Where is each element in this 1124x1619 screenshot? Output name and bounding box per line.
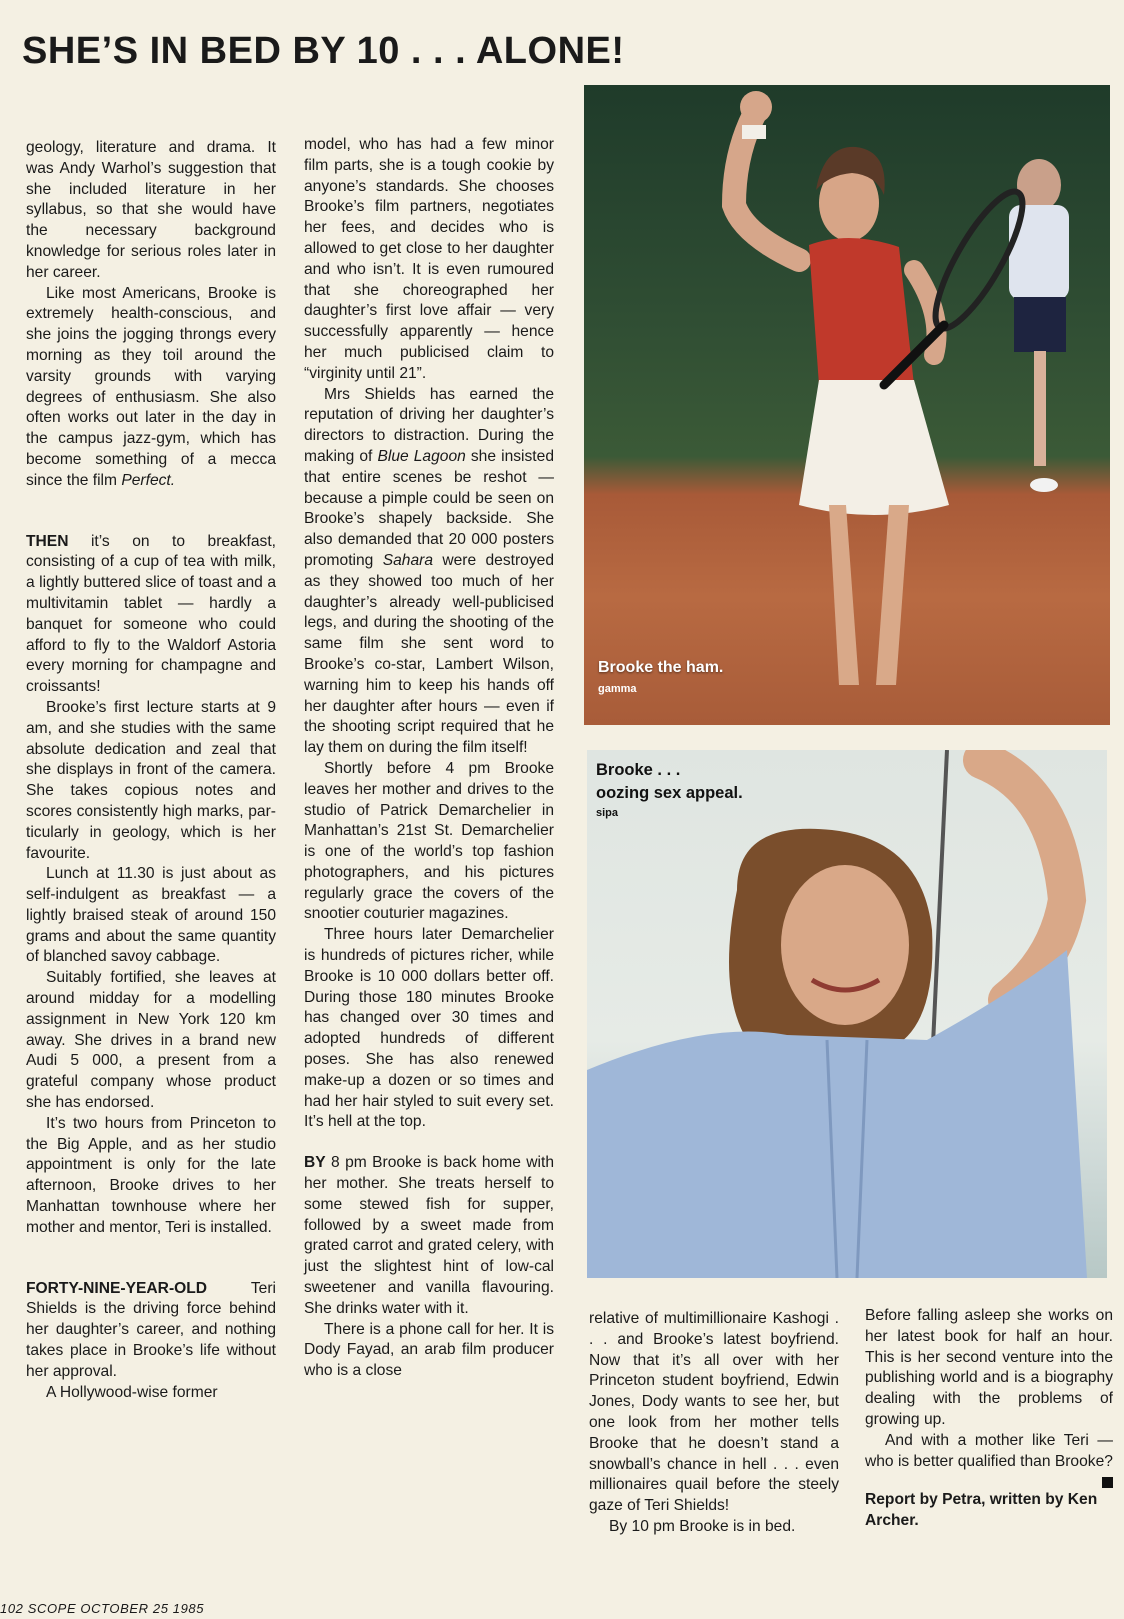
photo-portrait-illustration (587, 750, 1107, 1278)
paragraph: relative of multimillionaire Kashogi . . . and Brooke’s latest boyfriend. Now that it’s all over with her Princeton student boyfriend, Edwin Jones, Dody wants to see her, but one look from her mother tells Brooke that he doesn’t stand a snowball’s chance in hell . . . even millionaires quail before the steely gaze of Teri Shields! (589, 1310, 839, 1515)
face (781, 865, 909, 1025)
paragraph: And with a mother like Teri — who is better qualified than Brooke? (865, 1431, 1113, 1473)
paragraph: It’s two hours from Princeton to the Big Apple, and as her studio appointment is only for the late afternoon, Brooke drives to her Manhattan townhouse where her mother and mentor, Teri is installed. (26, 1114, 276, 1236)
photo-caption: Brooke . . . oozing sex appeal. sipa (596, 761, 743, 819)
paragraph: By 10 pm Brooke is in bed. (609, 1517, 796, 1535)
paragraph: geology, literature and drama. It was Andy Warhol’s suggestion that she included literature in her syllabus, so that she would have the necessary background knowledge for serious roles later in her career. (26, 139, 276, 281)
paragraph: BY 8 pm Brooke is back home with her mother. She treats herself to some stewed fish for supper, followed by a sweet made from grated carrot and grated celery, with just the slightest hint of low-cal sweetener and vanilla flavouring. She drinks water with it. (304, 1154, 554, 1317)
byline: Report by Petra, written by Ken Archer. (865, 1491, 1098, 1530)
lead-in: FORTY-NINE-YEAR-OLD (26, 1279, 208, 1297)
headline: SHE’S IN BED BY 10 . . . ALONE! (22, 30, 625, 72)
lead-in: BY (304, 1154, 326, 1172)
paragraph: Mrs Shields has earned the reputation of driving her daughter’s directors to distraction. During the making of Blue Lagoon she insisted that entire scenes be reshot — because a pimple could be seen on Brooke’s shapely backside. She also demanded that 20 000 posters promoting Sahara were destroyed as they showed too much of her daughter’s already well-publicised legs, and during the shooting of the same film she sent word to Brooke’s co-star, Lambert Wilson, warning him to keep his hands off her daughter after hours — even if the shooting script required that he lay them on during the film itself! (304, 385, 554, 757)
paragraph: model, who has had a few minor film parts, she is a tough cookie by anyone’s standards. She chooses Brooke’s film partners, negotiates her fees, and decides who is allowed to get close to her daughter and who isn’t. It is even rumoured that she choreographed her daughter’s first love affair — very successfully apparently — hence her much publicised claim to “virginity until 21”. (304, 136, 554, 382)
paragraph: Three hours later Demarchelier is hundreds of pictures richer, while Brooke is 10 000 dollars better off. During those 180 minutes Brooke has changed over 30 times and adopted hundreds of different poses. She has also renewed make-up a dozen or so times and had her hair styled to suit every set. It’s hell at the top. (304, 926, 554, 1131)
raised-fist (740, 91, 772, 123)
wristband (742, 125, 766, 139)
left-leg (829, 505, 859, 685)
photo-portrait (587, 750, 1107, 1278)
lead-in: THEN (26, 532, 69, 550)
paragraph: A Hollywood-wise former (46, 1383, 218, 1401)
paragraph: Lunch at 11.30 is just about as self-indulgent as breakfast — a lightly braised steak of around 150 grams and about the same quantity of blanched savoy cabbage. (26, 865, 276, 966)
paragraph: Like most Americans, Brooke is extremely health-conscious, and she joins the jogging throngs every morning as they toil around the varsity grounds with varying degrees of enthusiasm. She also often works out later in the day in the campus jazz-gym, which has become something of a mecca since the film Perfect. (26, 284, 276, 489)
paragraph: Suitably fortified, she leaves at around midday for a modelling assignment in New York 120 km away. She drives in a brand new Audi 5 000, a present from a grateful company whose product she has endorsed. (26, 969, 276, 1112)
paragraph: FORTY-NINE-YEAR-OLD Teri Shields is the driving force behind her daughter’s career, and nothing takes place in Brooke’s life without her approval. (26, 1279, 276, 1380)
white-skirt (799, 380, 949, 515)
photo-credit: gamma (598, 683, 637, 695)
background-person-shorts (1014, 297, 1066, 352)
article-column-2 (304, 135, 554, 1382)
background-person-shoe (1030, 478, 1058, 492)
page-footer: 102 SCOPE OCTOBER 25 1985 (0, 1601, 205, 1616)
photo-tennis-illustration (584, 85, 1110, 725)
paragraph: Brooke’s first lecture starts at 9 am, and she studies with the same absolute dedication and zeal that she displays in front of the camera. She takes copious notes and scores consistently high marks, particularly in geology, which is her favourite. (26, 698, 276, 862)
background-person-leg (1034, 351, 1046, 466)
right-leg (876, 505, 909, 685)
paragraph: There is a phone call for her. It is Dody Fayad, an arab film producer who is a close (304, 1320, 554, 1380)
paragraph: Shortly before 4 pm Brooke leaves her mother and drives to the studio of Patrick Demarchelier in Manhattan’s 21st St. Demarchelier is one of the world’s top fashion photographers, and his pictures regularly grace the covers of the snootier couturier magazines. (304, 759, 554, 923)
paragraph: THEN it’s on to breakfast, consisting of a cup of tea with milk, a lightly buttered slice of toast and a multivitamin tablet — hardly a banquet for someone who could afford to fly to the Waldorf Astoria every morning for champagne and croissants! (26, 532, 276, 696)
article-column-1 (26, 138, 276, 1403)
article-column-4 (865, 1306, 1113, 1532)
end-mark (1102, 1477, 1113, 1488)
photo-caption: Brooke the ham. (598, 659, 724, 676)
photo-tennis (584, 85, 1110, 725)
photo-credit: sipa (596, 807, 619, 819)
article-column-3 (589, 1309, 839, 1538)
paragraph: Before falling asleep she works on her latest book for half an hour. This is her second venture into the publishing world and is a biography dealing with the problems of growing up. (865, 1307, 1113, 1428)
